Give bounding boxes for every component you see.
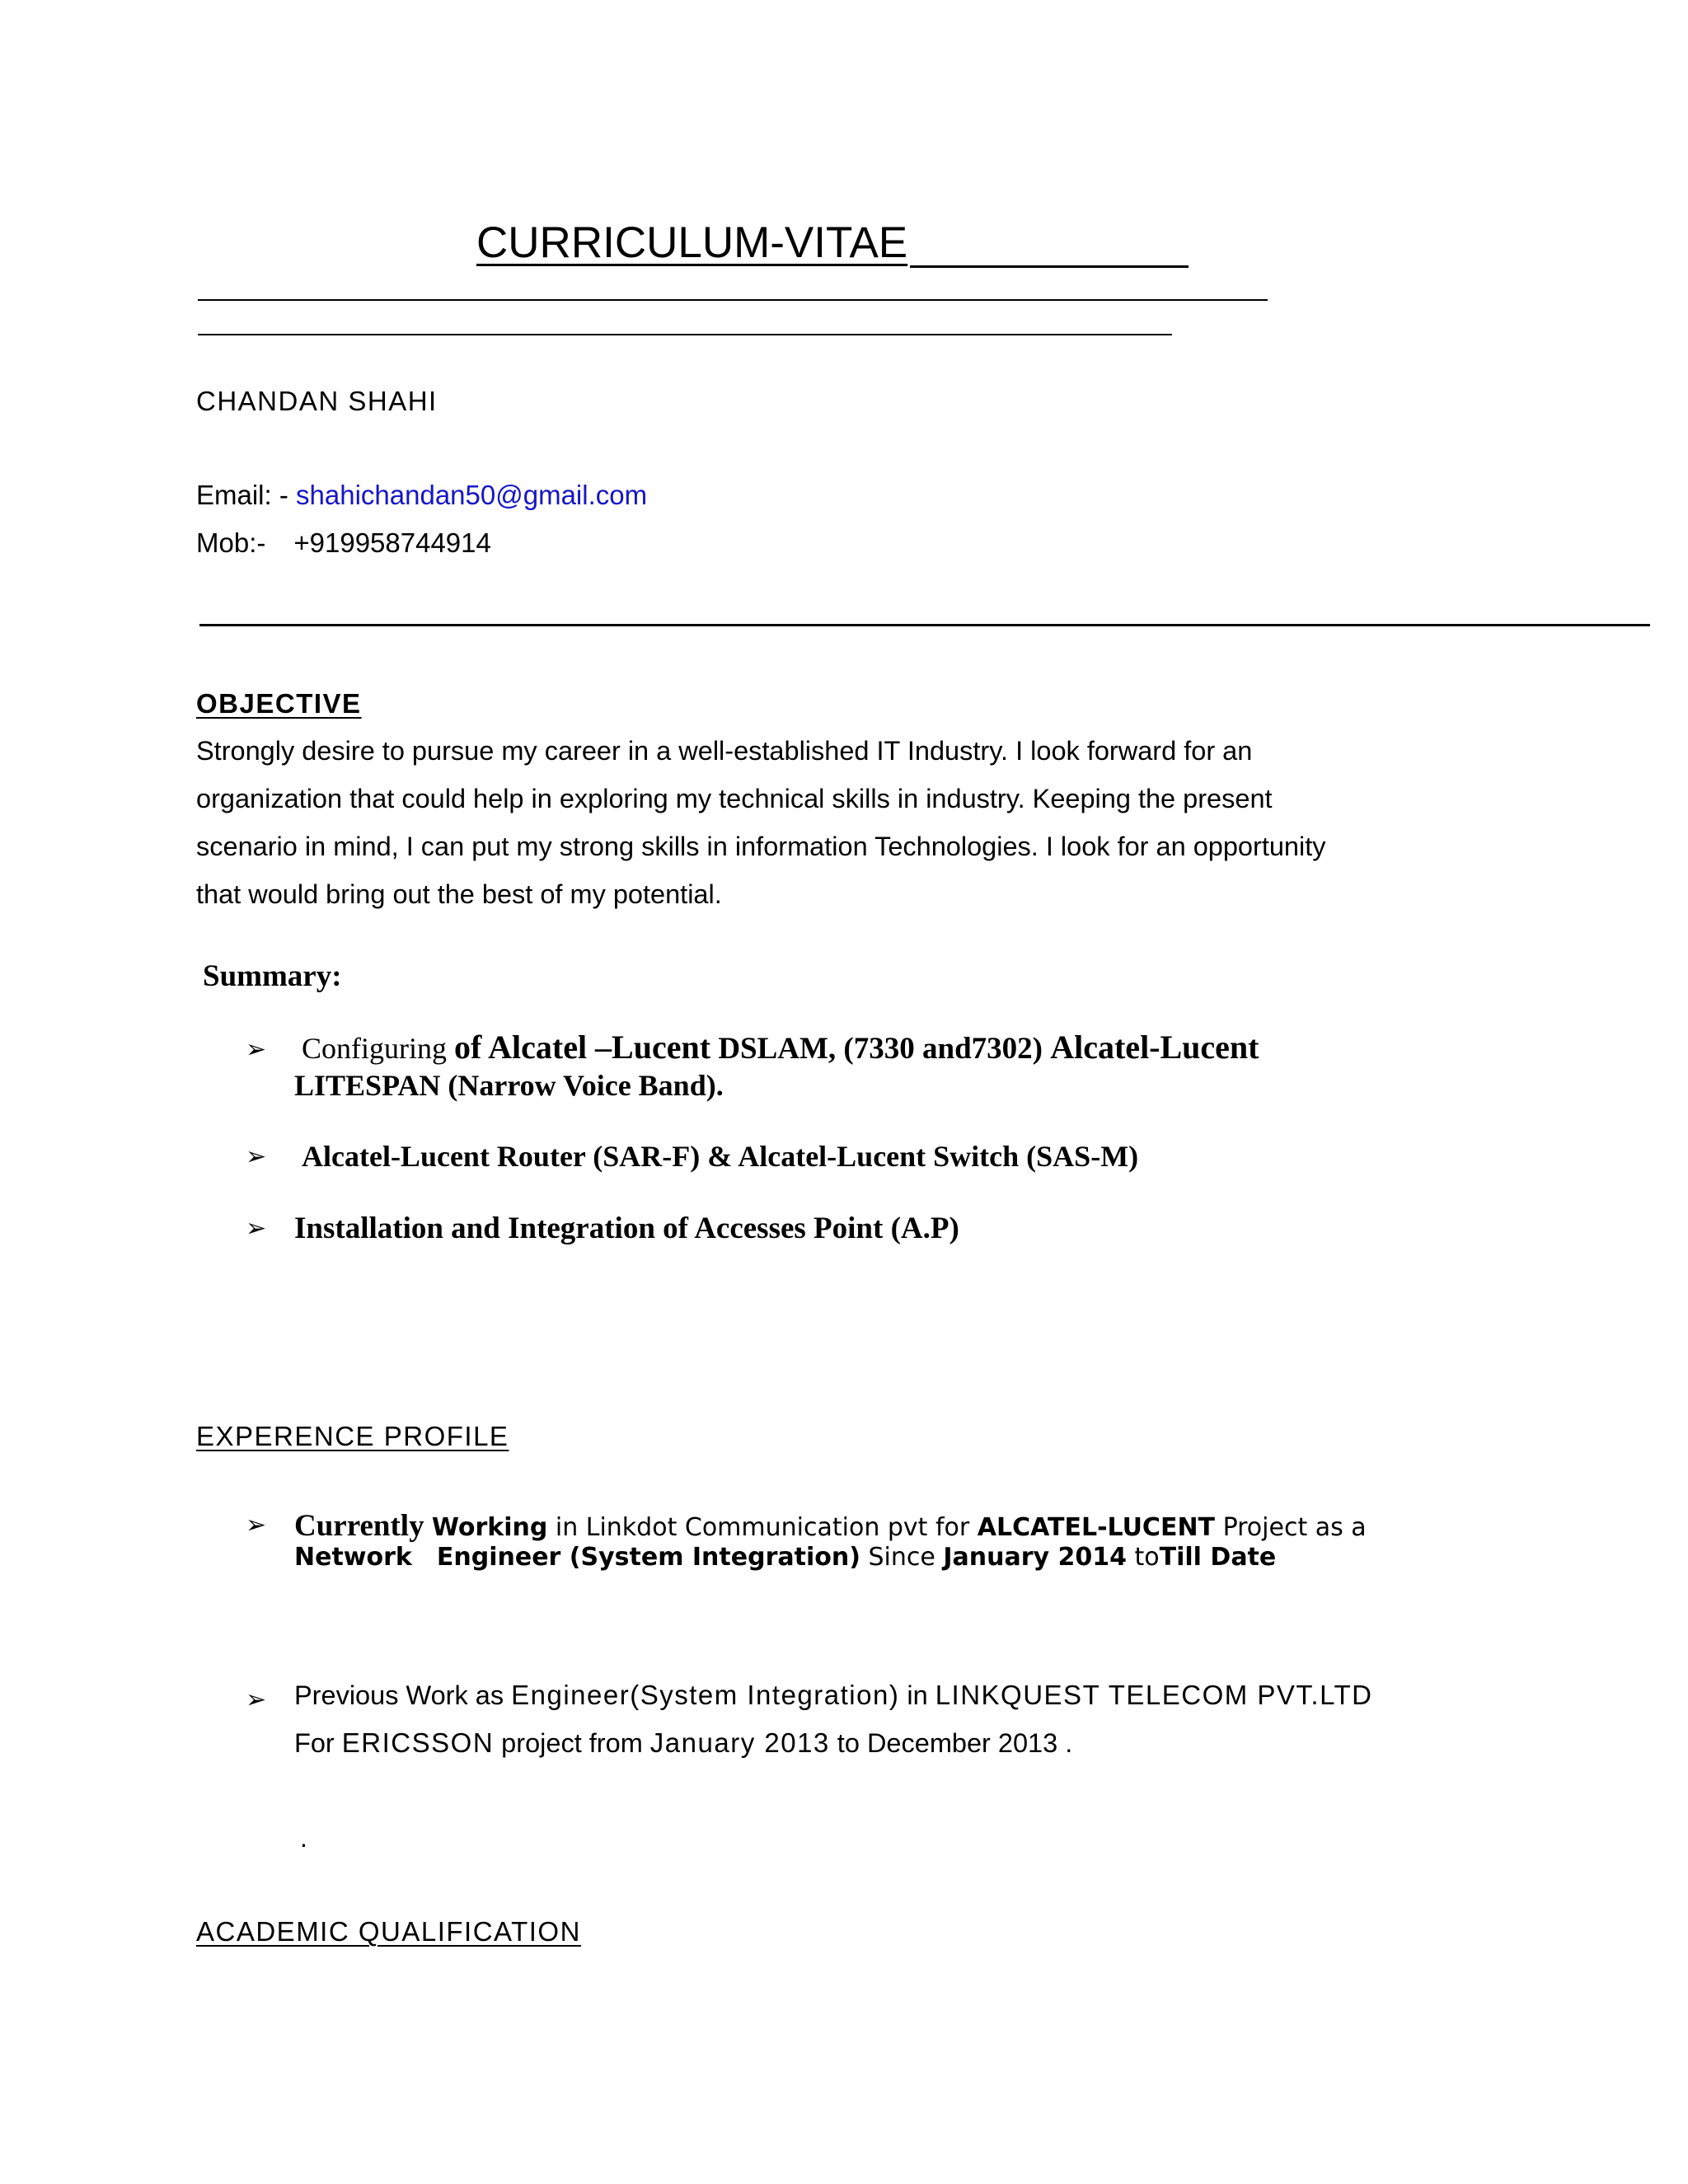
summary-item-1-part: DSLAM, (7330 and7302) (710, 1032, 1051, 1066)
experience-item-1-part: January 2014 (943, 1543, 1127, 1572)
document-title: CURRICULUM-VITAE (476, 218, 908, 267)
experience-item-2-part: January 2013 (649, 1727, 830, 1758)
experience-item-2-part: LINKQUEST TELECOM PVT.LTD (935, 1680, 1373, 1710)
experience-item-1-line-1 (294, 1508, 1367, 1544)
objective-line: Strongly desire to pursue my career in a well-established IT Industry. I look forward for an (196, 736, 1253, 766)
summary-item-1-line-2: LITESPAN (Narrow Voice Band). (294, 1069, 724, 1102)
arrow-bullet-icon: ➢ (246, 1142, 267, 1171)
experience-item-1-part: Since (860, 1543, 944, 1572)
experience-item-2-line-2 (294, 1727, 1072, 1759)
experience-item-1-part: ALCATEL-LUCENT (977, 1513, 1216, 1542)
experience-item-2-part: For (294, 1728, 342, 1758)
experience-item-1-part: Till Date (1159, 1543, 1277, 1572)
header-rule-bottom (198, 334, 1172, 335)
experience-item-1-line-2 (294, 1543, 1276, 1572)
email-label: Email: - (196, 480, 297, 510)
summary-item-2: Alcatel-Lucent Router (SAR-F) & Alcatel-Lucent Switch (SAS-M) (302, 1140, 1139, 1173)
experience-item-1-part: Engineer (System Integration) (436, 1543, 860, 1572)
stray-period-mark: . (300, 1823, 307, 1853)
arrow-bullet-icon: ➢ (246, 1685, 267, 1714)
summary-item-1-part: Configuring (302, 1032, 454, 1065)
title-underline-extension (910, 265, 1189, 268)
experience-item-1-part: in Linkdot Communication pvt for (547, 1513, 978, 1542)
summary-item-1-part: of Alcatel –Lucent (454, 1029, 711, 1066)
mobile-row (196, 527, 491, 559)
experience-item-1-part: Working (431, 1513, 548, 1542)
mobile-number: +919958744914 (293, 527, 491, 558)
experience-item-1-part: Project as a (1215, 1513, 1367, 1542)
experience-item-2-part: Engineer(System Integration) (511, 1680, 900, 1710)
arrow-bullet-icon: ➢ (246, 1214, 267, 1243)
arrow-bullet-icon: ➢ (246, 1511, 267, 1540)
email-link[interactable]: shahichandan50@gmail.com (296, 480, 648, 510)
candidate-name: CHANDAN SHAHI (196, 386, 438, 416)
contact-divider (199, 624, 1650, 626)
experience-item-1-part: Currently (294, 1509, 432, 1543)
experience-item-2-part: ERICSSON (341, 1727, 495, 1758)
summary-item-3: Installation and Integration of Accesses Point (A.P) (294, 1212, 959, 1245)
objective-line: scenario in mind, I can put my strong skills in information Technologies. I look for an opportunity (196, 832, 1326, 861)
experience-item-2-part: to December 2013 . (829, 1728, 1073, 1758)
experience-item-2-part: Previous Work as (294, 1680, 512, 1710)
experience-heading: EXPERENCE PROFILE (196, 1421, 509, 1451)
experience-item-2-part: project from (494, 1728, 650, 1758)
experience-item-2-part: in (899, 1680, 935, 1710)
header-rule-top (198, 299, 1268, 301)
objective-line: that would bring out the best of my potential. (196, 879, 722, 909)
experience-item-1-part: to (1127, 1543, 1160, 1572)
experience-item-1-part: Network (294, 1543, 412, 1572)
summary-item-1-line-1 (302, 1028, 1259, 1066)
summary-item-1-part: Alcatel-Lucent (1050, 1029, 1259, 1066)
academic-heading: ACADEMIC QUALIFICATION (196, 1916, 581, 1947)
objective-line: organization that could help in exploring my technical skills in industry. Keeping the present (196, 784, 1273, 813)
experience-item-2-line-1 (294, 1680, 1372, 1711)
summary-heading: Summary: (203, 959, 342, 993)
arrow-bullet-icon: ➢ (246, 1035, 267, 1064)
objective-heading: OBJECTIVE (196, 688, 362, 719)
mobile-label: Mob:- (196, 527, 266, 558)
email-row (196, 480, 647, 511)
